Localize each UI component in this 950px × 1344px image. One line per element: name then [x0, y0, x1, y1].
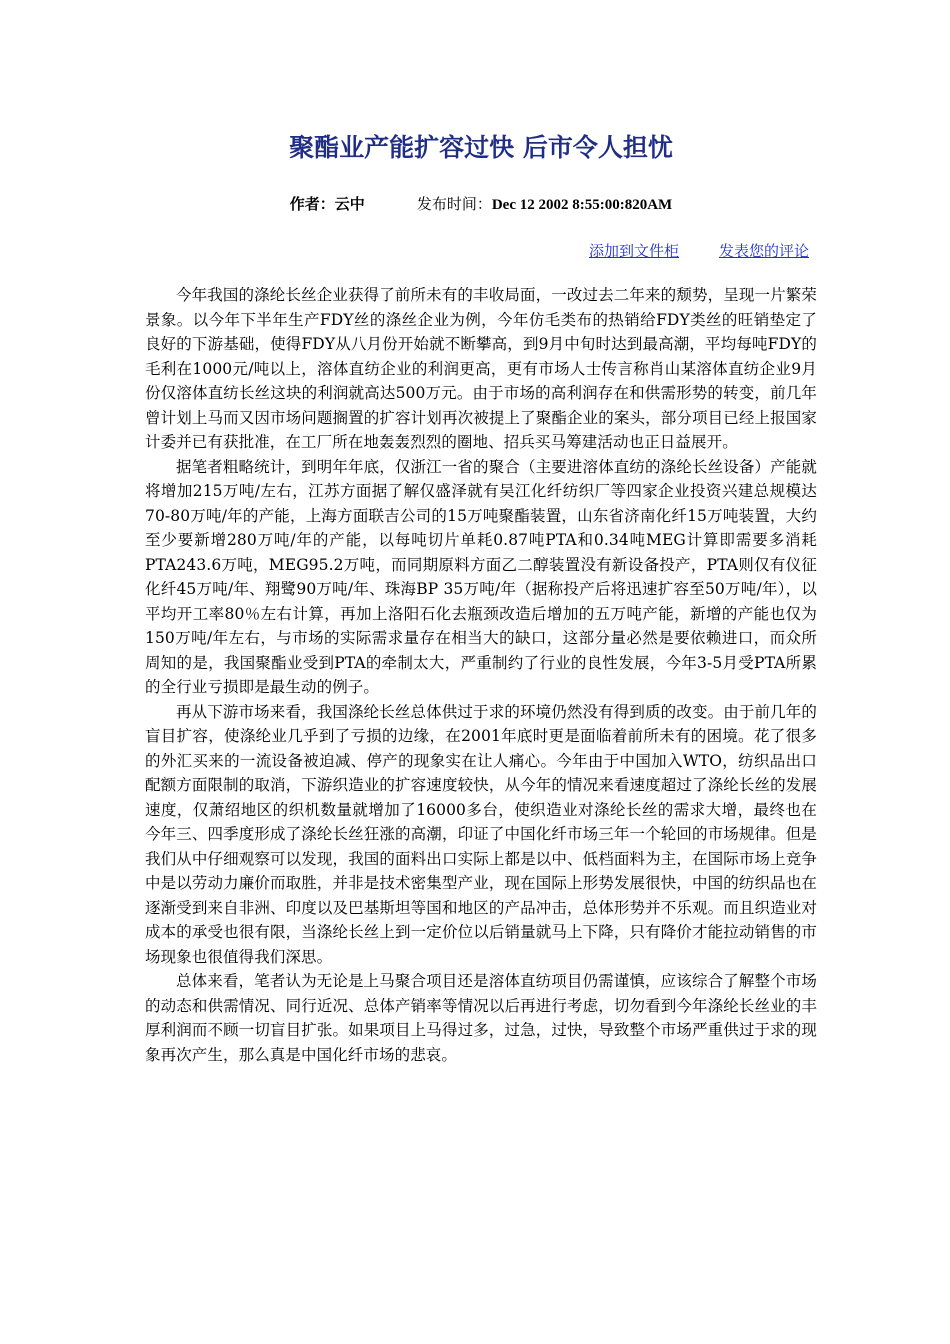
- article-actions: [145, 239, 817, 263]
- article-body: [145, 283, 817, 1067]
- author-label: 作者：: [289, 195, 335, 213]
- article-page: [145, 128, 817, 1067]
- add-to-cabinet-link[interactable]: 添加到文件柜: [588, 242, 679, 260]
- author-name: 云中: [334, 195, 365, 213]
- publish-time-label: 发布时间：: [416, 195, 492, 213]
- paragraph: 据笔者粗略统计，到明年年底，仅浙江一省的聚合（主要进溶体直纺的涤纶长丝设备）产能就将增加215万吨/左右，江苏方面据了解仅盛泽就有吴江化纤纺织厂等四家企业投资兴建总规模达70-80万吨/年的产能，上海方面联吉公司的15万吨聚酯装置，山东省济南化纤15万吨装置，大约至少要新增280万吨/年的产能，以每吨切片单耗0.87吨PTA和0.34吨MEG计算即需要多消耗PTA243.6万吨，MEG95.2万吨，而同期原料方面乙二醇装置没有新设备投产，PTA则仅有仪征化纤45万吨/年、翔鹭90万吨/年、珠海BP 35万吨/年（据称投产后将迅速扩容至50万吨/年），以平均开工率80％左右计算，再加上洛阳石化去瓶颈改造后增加的五万吨产能，新增的产能也仅为150万吨/年左右，与市场的实际需求量存在相当大的缺口，这部分量必然是要依赖进口，而众所周知的是，我国聚酯业受到PTA的牵制太大，严重制约了行业的良性发展，今年3-5月受PTA所累的全行业亏损即是最生动的例子。: [145, 457, 817, 696]
- paragraph: 今年我国的涤纶长丝企业获得了前所未有的丰收局面，一改过去二年来的颓势，呈现一片繁荣景象。以今年下半年生产FDY丝的涤丝企业为例，今年仿毛类布的热销给FDY类丝的旺销垫定了良好的下游基础，使得FDY从八月份开始就不断攀高，到9月中旬时达到最高潮，平均每吨FDY的毛利在1000元/吨以上，溶体直纺企业的利润更高，更有市场人士传言称肖山某溶体直纺企业9月份仅溶体直纺长丝这块的利润就高达500万元。由于市场的高利润存在和供需形势的转变，前几年曾计划上马而又因市场问题搁置的扩容计划再次被提上了聚酯企业的案头，部分项目已经上报国家计委并已有获批准，在工厂所在地轰轰烈烈的圈地、招兵买马筹建活动也正日益展开。: [145, 286, 817, 451]
- article-title: 聚酯业产能扩容过快 后市令人担忧: [289, 133, 673, 162]
- post-comment-link[interactable]: 发表您的评论: [718, 242, 809, 260]
- publish-time-value: Dec 12 2002 8:55:00:820AM: [491, 197, 673, 213]
- paragraph: 总体来看，笔者认为无论是上马聚合项目还是溶体直纺项目仍需谨慎，应该综合了解整个市场的动态和供需情况、同行近况、总体产销率等情况以后再进行考虑，切勿看到今年涤纶长丝业的丰厚利润而不顾一切盲目扩张。如果项目上马得过多，过急，过快，导致整个市场严重供过于求的现象再次产生，那么真是中国化纤市场的悲哀。: [145, 972, 817, 1064]
- paragraph: 再从下游市场来看，我国涤纶长丝总体供过于求的环境仍然没有得到质的改变。由于前几年的盲目扩容，使涤纶业几乎到了亏损的边缘，在2001年底时更是面临着前所未有的困境。花了很多的外汇买来的一流设备被迫减、停产的现象实在让人痛心。今年由于中国加入WTO，纺织品出口配额方面限制的取消，下游织造业的扩容速度较快，从今年的情况来看速度超过了涤纶长丝的发展速度，仅萧绍地区的织机数量就增加了16000多台，使织造业对涤纶长丝的需求大增，最终也在今年三、四季度形成了涤纶长丝狂涨的高潮，印证了中国化纤市场三年一个轮回的市场规律。但是我们从中仔细观察可以发现，我国的面料出口实际上都是以中、低档面料为主，在国际市场上竞争中是以劳动力廉价而取胜，并非是技术密集型产业，现在国际上形势发展很快，中国的纺织品也在逐渐受到来自非洲、印度以及巴基斯坦等国和地区的产品冲击，总体形势并不乐观。而且织造业对成本的承受也很有限，当涤纶长丝上到一定价位以后销量就马上下降，只有降价才能拉动销售的市场现象也很值得我们深思。: [145, 702, 817, 966]
- article-meta: [145, 192, 817, 217]
